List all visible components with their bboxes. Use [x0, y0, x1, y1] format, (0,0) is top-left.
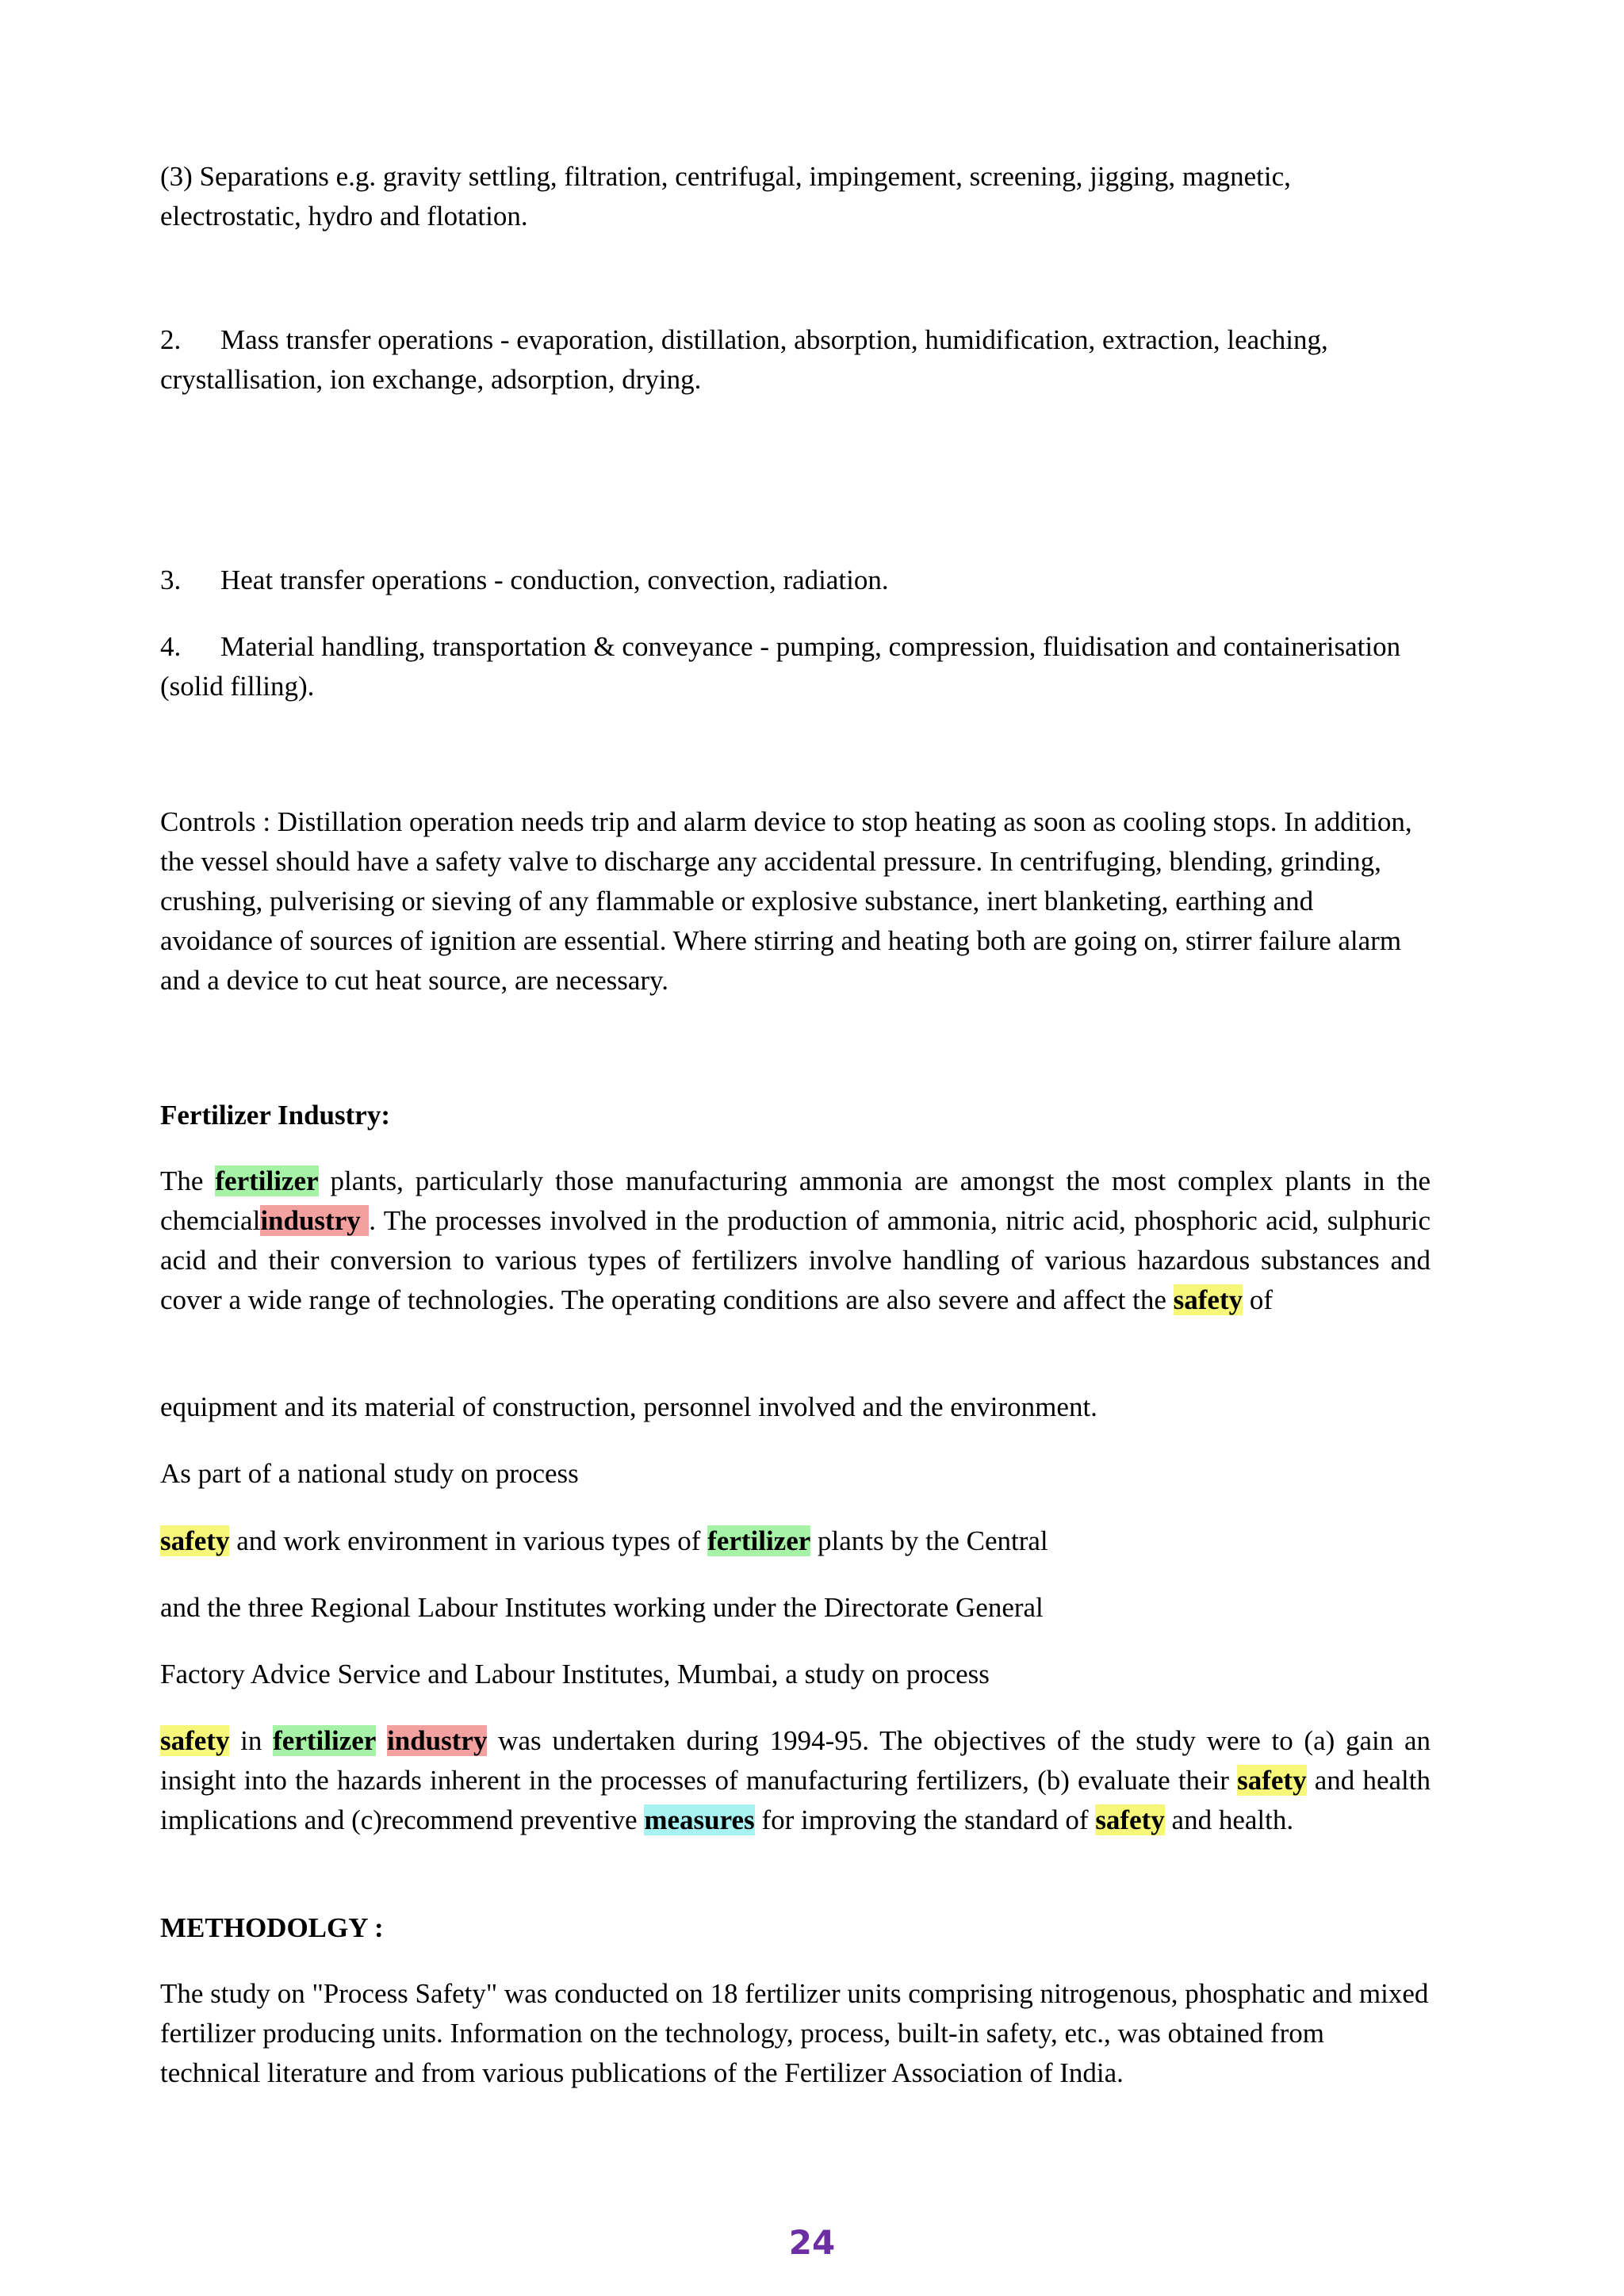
item-number: 3.: [160, 564, 182, 595]
keyword-highlight-industry: industry: [260, 1205, 370, 1236]
item-number: 4.: [160, 631, 182, 662]
text-run: and health.: [1164, 1804, 1294, 1835]
objectives-paragraph: [160, 1721, 1431, 1840]
regional-institutes-line: and the three Regional Labour Institutes working under the Directorate General: [160, 1592, 1044, 1623]
text-run: for improving the standard of: [754, 1804, 1096, 1835]
keyword-highlight-safety: safety: [160, 1525, 230, 1556]
item-text: Material handling, transportation & conveyance - pumping, compression, fluidisation and containerisation (solid filling).: [160, 631, 1401, 702]
text-run: plants by the Central: [810, 1525, 1048, 1556]
keyword-highlight-fertilizer: fertilizer: [273, 1725, 377, 1756]
methodology-heading: METHODOLGY :: [160, 1912, 384, 1943]
methodology-paragraph: The study on "Process Safety" was conducted on 18 fertilizer units comprising nitrogenous, phosphatic and mixed fertilizer producing units. Information on the technology, process, built-in safety, etc., was obtained from technical literature and from various publications of the Fertilizer Association of India.: [160, 1978, 1429, 2088]
keyword-highlight-safety: safety: [1095, 1804, 1165, 1835]
text-run: and work environment in various types of: [229, 1525, 708, 1556]
text-run: . The processes involved in the production of ammonia, nitric acid, phosphoric acid, sulphuric acid and their conversion to various types of fertilizers involve handling of various hazardous substances and cover a wide range of technologies. The operating conditions are also severe and affect the: [160, 1205, 1431, 1315]
keyword-highlight-fertilizer: fertilizer: [215, 1165, 319, 1196]
item-text: Heat transfer operations - conduction, convection, radiation.: [220, 564, 889, 595]
mass-transfer-item: [160, 320, 1431, 400]
material-handling-item: [160, 627, 1431, 706]
factory-advice-line: Factory Advice Service and Labour Institutes, Mumbai, a study on process: [160, 1659, 990, 1689]
text-run: was undertaken during 1994-95. The objectives of the study were to (a) gain an insight into the hazards inherent in the processes of manufacturing fertilizers, (b) evaluate their: [160, 1725, 1431, 1796]
text-run: and health implications and (c)recommend preventive: [160, 1765, 1431, 1835]
keyword-highlight-safety: safety: [1173, 1284, 1243, 1315]
text-run: [376, 1725, 387, 1756]
fertilizer-industry-heading: Fertilizer Industry:: [160, 1100, 390, 1131]
safety-work-environment-line: [160, 1521, 1431, 1561]
item-number: 2.: [160, 324, 182, 355]
fertilizer-intro-paragraph: [160, 1161, 1431, 1320]
heat-transfer-item: [160, 561, 1431, 600]
controls-paragraph: Controls : Distillation operation needs trip and alarm device to stop heating as soon as cooling stops. In addition, the vessel should have a safety valve to discharge any accidental pressure. In centrifuging, blending, grinding, crushing, pulverising or sieving of any flammable or explosive substance, inert blanketing, earthing and avoidance of sources of ignition are essential. Where stirring and heating both are going on, stirrer failure alarm and a device to cut heat source, are necessary.: [160, 806, 1412, 996]
national-study-line: As part of a national study on process: [160, 1458, 579, 1489]
equipment-line: equipment and its material of construction, personnel involved and the environment.: [160, 1391, 1097, 1422]
page-number: 24: [788, 2223, 836, 2262]
keyword-highlight-measures: measures: [644, 1804, 755, 1835]
text-run: in: [229, 1725, 274, 1756]
keyword-highlight-safety: safety: [160, 1725, 230, 1756]
keyword-highlight-safety: safety: [1237, 1765, 1307, 1796]
text-run: plants, particularly those manufacturing ammonia are amongst the most complex plants in the chemcial: [160, 1165, 1431, 1236]
item-text: Mass transfer operations - evaporation, distillation, absorption, humidification, extraction, leaching, crystallisation, ion exchange, adsorption, drying.: [160, 324, 1328, 395]
keyword-highlight-industry: industry: [387, 1725, 488, 1756]
keyword-highlight-fertilizer: fertilizer: [707, 1525, 811, 1556]
separations-paragraph: (3) Separations e.g. gravity settling, filtration, centrifugal, impingement, screening, jigging, magnetic, electrostatic, hydro and flotation.: [160, 161, 1291, 232]
text-run: of: [1243, 1284, 1274, 1315]
text-run: The: [160, 1165, 216, 1196]
